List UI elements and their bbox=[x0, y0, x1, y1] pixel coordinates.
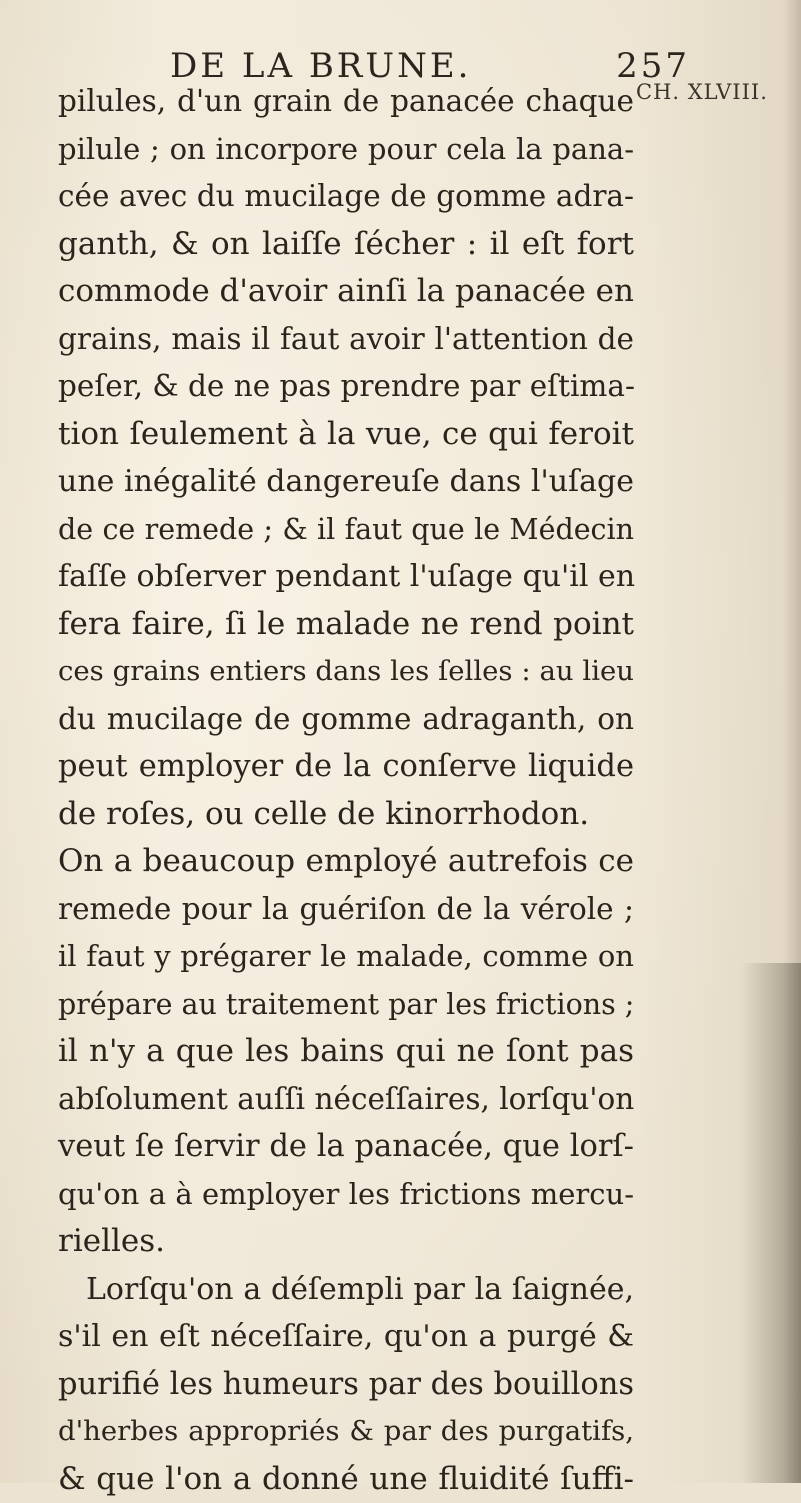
text-line: prépare au traitement par les frictions ; bbox=[58, 981, 634, 1029]
text-line: pilules, d'un grain de panacée chaque bbox=[58, 78, 634, 126]
text-line: fera faire, ſi le malade ne rend point bbox=[58, 601, 634, 649]
text-line: faſſe obſerver pendant l'uſage qu'il en bbox=[58, 553, 634, 601]
text-line: il faut y prégarer le malade, comme on bbox=[58, 933, 634, 981]
text-line: cée avec du mucilage de gomme adra- bbox=[58, 173, 634, 221]
text-line: d'herbes appropriés & par des purgatifs, bbox=[58, 1408, 634, 1456]
binding-shadow bbox=[741, 963, 801, 1483]
text-line: veut ſe ſervir de la panacée, que lorſ- bbox=[58, 1123, 634, 1171]
text-line: peut employer de la conſerve liquide bbox=[58, 743, 634, 791]
chapter-marginal-note: CH. XLVIII. bbox=[636, 80, 768, 104]
page-number: 257 bbox=[616, 46, 690, 86]
text-line: abſolument auſſi néceſſaires, lorſqu'on bbox=[58, 1076, 634, 1124]
text-line: ganth, & on laiſſe ſécher : il eſt fort bbox=[58, 221, 634, 269]
text-line: pilule ; on incorpore pour cela la pana- bbox=[58, 126, 634, 174]
text-line: remede pour la guériſon de la vérole ; bbox=[58, 886, 634, 934]
body-text bbox=[58, 78, 634, 1503]
text-line: peſer, & de ne pas prendre par eſtima- bbox=[58, 363, 634, 411]
text-line: commode d'avoir ainſi la panacée en bbox=[58, 268, 634, 316]
running-head-title: DE LA BRUNE. bbox=[170, 46, 471, 86]
text-line: grains, mais il faut avoir l'attention de bbox=[58, 316, 634, 364]
text-line: de ce remede ; & il faut que le Médecin bbox=[58, 506, 634, 554]
text-line: ces grains entiers dans les ſelles : au lieu bbox=[58, 648, 634, 696]
text-line: de roſes, ou celle de kinorrhodon. bbox=[58, 791, 634, 839]
text-line: qu'on a à employer les frictions mercu- bbox=[58, 1171, 634, 1219]
text-line: purifié les humeurs par des bouillons bbox=[58, 1361, 634, 1409]
text-line: s'il en eſt néceſſaire, qu'on a purgé & bbox=[58, 1313, 634, 1361]
text-line: une inégalité dangereuſe dans l'uſage bbox=[58, 458, 634, 506]
text-line: rielles. bbox=[58, 1218, 634, 1266]
text-line: il n'y a que les bains qui ne ſont pas bbox=[58, 1028, 634, 1076]
text-line: On a beaucoup employé autrefois ce bbox=[58, 838, 634, 886]
text-line: du mucilage de gomme adraganth, on bbox=[58, 696, 634, 744]
text-line: tion ſeulement à la vue, ce qui feroit bbox=[58, 411, 634, 459]
text-line: & que l'on a donné une fluidité ſuffi- bbox=[58, 1456, 634, 1503]
text-line: Lorſqu'on a déſempli par la ſaignée, bbox=[58, 1266, 634, 1314]
